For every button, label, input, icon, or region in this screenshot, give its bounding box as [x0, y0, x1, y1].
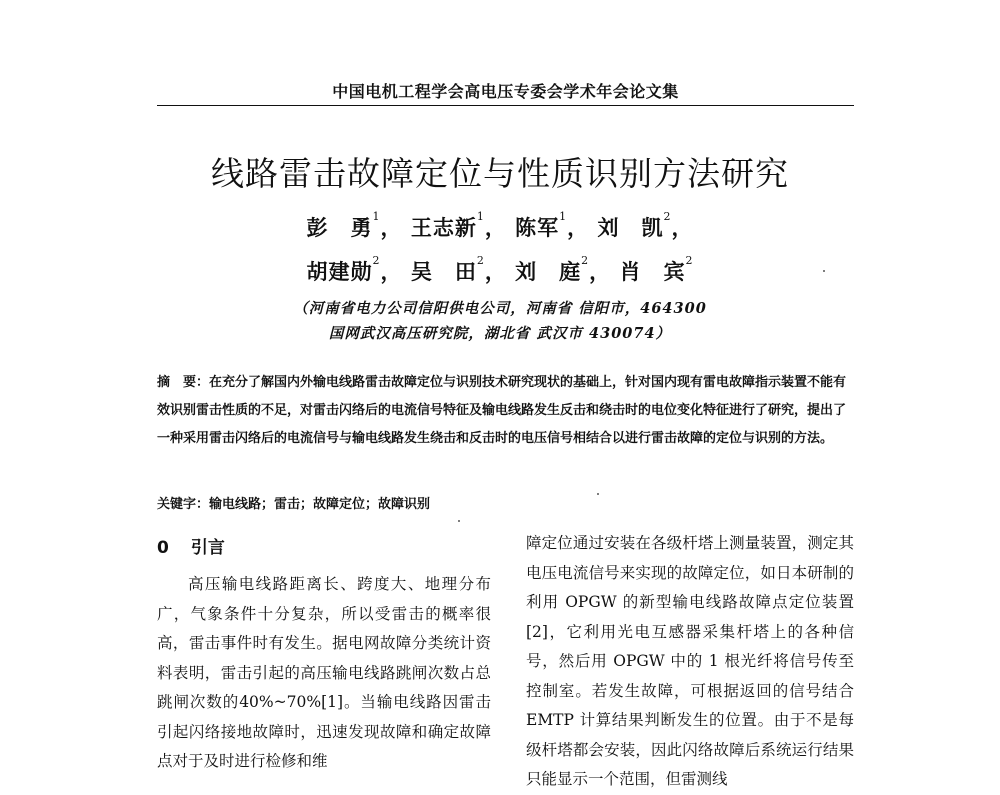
author-name: 刘 庭 — [515, 259, 582, 284]
author-name: 陈军 — [515, 215, 560, 240]
section-title: 引言 — [190, 538, 225, 558]
author-sup: 2 — [581, 254, 590, 267]
author-name: 刘 凯 — [597, 215, 664, 240]
paper-title: 线路雷击故障定位与性质识别方法研究 — [211, 154, 789, 193]
author-name: 肖 宾 — [619, 259, 686, 284]
keywords-label: 关键字： — [157, 497, 210, 512]
author-sup: 1 — [476, 210, 485, 223]
section-number: 0 — [157, 538, 169, 558]
abstract-label: 摘 要： — [157, 375, 210, 390]
journal-header: 中国电机工程学会高电压专委会学术年会论文集 — [157, 79, 854, 106]
body-right-column: 障定位通过安装在各级杆塔上测量装置，测定其电压电流信号来实现的故障定位，如日本研制的利用 OPGW 的新型输电线路故障点定位装置[2]，它利用光电互感器采集杆塔上的各种信号，然后用 OPGW 中的 1 根光纤将信号传至控制室。若发生故障，可根据返回的信号结合 EMTP 计算结果判断发生的位置。由于不是每级杆塔都会安装，因此闪络故障后系统运行结果只能显示一个范围，但雷测线 — [526, 534, 854, 788]
scan-speck — [597, 493, 599, 495]
abstract-text: 在充分了解国内外输电线路雷击故障定位与识别技术研究现状的基础上，针对国内现有雷电故障指示装置不能有效识别雷击性质的不足，对雷击闪络后的电流信号特征及输电线路发生反击和绕击时的电位变化特征进行了研究，提出了一种采用雷击闪络后的电流信号与输电线路发生绕击和反击时的电压信号相结合以进行雷击故障的定位与识别的方法。 — [157, 375, 847, 446]
authors-line-1: 彭 勇$^1$， 王志新$^1$， 陈军$^1$， 刘 凯$^2$， — [306, 210, 694, 240]
keywords-text: 输电线路；雷击；故障定位；故障识别 — [209, 497, 431, 512]
author-name: 王志新 — [410, 215, 477, 240]
scan-speck — [823, 270, 825, 272]
author-sup: 2 — [685, 254, 694, 267]
authors-line-2: 胡建勋$^2$， 吴 田$^2$， 刘 庭$^2$， 肖 宾$^2$ — [306, 254, 694, 284]
author-sup: 1 — [372, 210, 381, 223]
author-sup: 2 — [663, 210, 672, 223]
author-name: 彭 勇 — [306, 215, 373, 240]
author-sup: 2 — [372, 254, 381, 267]
keywords — [157, 493, 854, 512]
author-sup: 2 — [476, 254, 485, 267]
affiliation-line-2: 国网武汉高压研究院，湖北省 武汉市 430074） — [328, 325, 672, 342]
affiliation-line-1: （河南省电力公司信阳供电公司，河南省 信阳市，464300 — [293, 300, 707, 317]
author-sup: 1 — [559, 210, 568, 223]
scan-speck — [458, 520, 460, 522]
body-left-column: 高压输电线路距离长、跨度大、地理分布广，气象条件十分复杂，所以受雷击的概率很高，雷击事件时有发生。据电网故障分类统计资料表明，雷击引起的高压输电线路跳闸次数占总跳闸次数的40%~70%[1]。当输电线路因雷击引起闪络接地故障时，迅速发现故障和确定故障点对于及时进行检修和维 — [157, 575, 491, 770]
author-name: 吴 田 — [410, 259, 477, 284]
abstract — [157, 369, 854, 453]
section-heading — [157, 533, 225, 558]
author-name: 胡建勋 — [306, 259, 373, 284]
